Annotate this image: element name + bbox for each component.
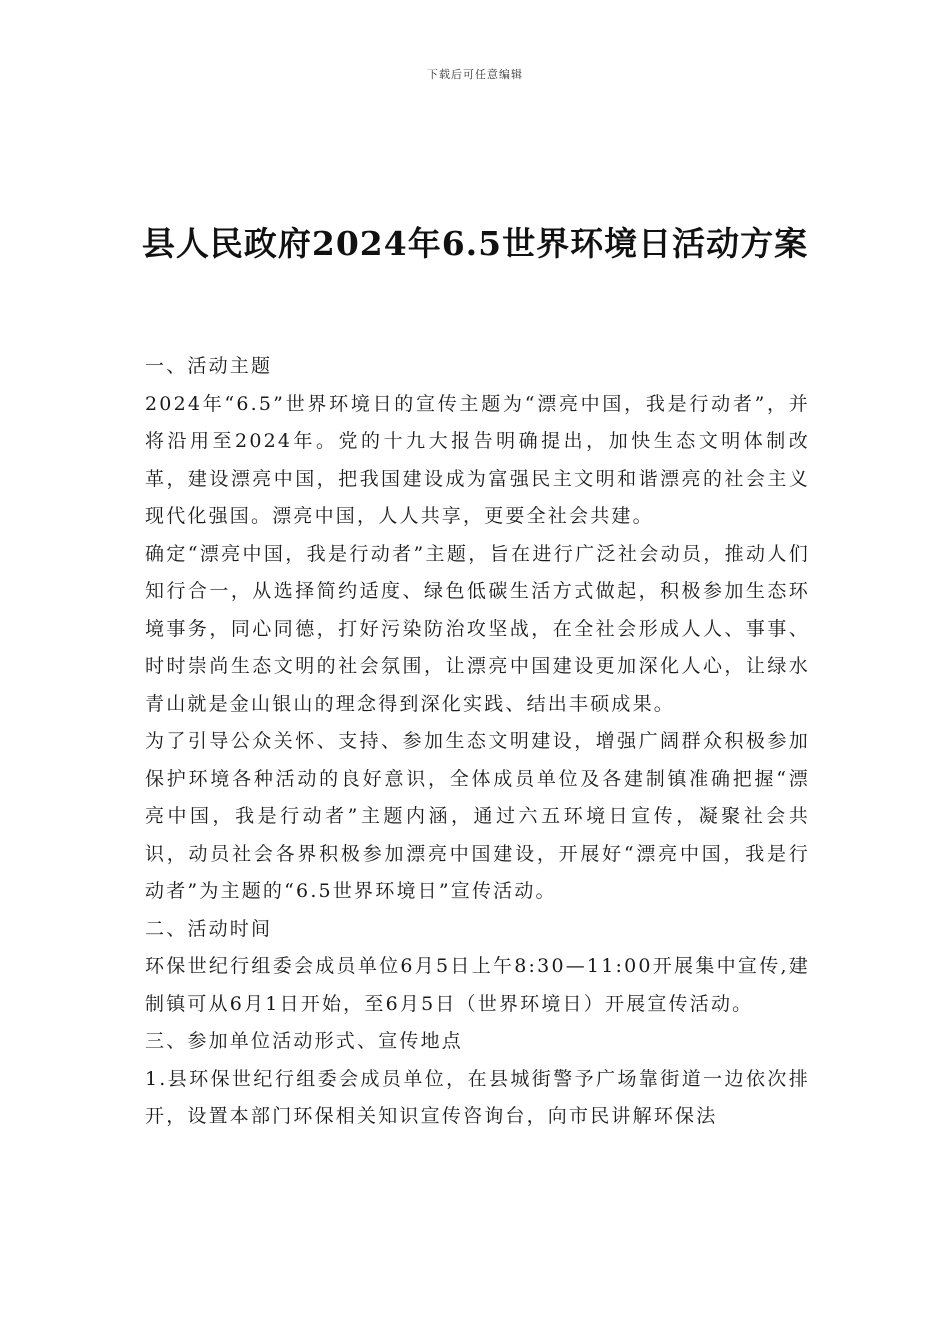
section-heading: 三、参加单位活动形式、宣传地点 — [145, 1030, 464, 1052]
paragraph: 确定“漂亮中国，我是行动者”主题，旨在进行广泛社会动员，推动人们知行合一，从选择简约适度、绿色低碳生活方式做起，积极参加生态环境事务，同心同德，打好污染防治攻坚战，在全社会形成人人、事事、时时崇尚生态文明的社会氛围，让漂亮中国建设更加深化人心，让绿水青山就是金山银山的理念得到深化实践、结出丰硕成果。 — [145, 542, 810, 715]
section-heading: 二、活动时间 — [145, 917, 273, 940]
paragraph: 环保世纪行组委会成员单位6月5日上午8:30—11:00开展集中宣传,建制镇可从6月1日开始，至6月5日（世界环境日）开展宣传活动。 — [145, 955, 810, 1015]
paragraph: 1.县环保世纪行组委会成员单位，在县城街警予广场靠街道一边依次排开，设置本部门环保相关知识宣传咨询台，向市民讲解环保法 — [145, 1067, 810, 1127]
document-title: 县人民政府2024年6.5世界环境日活动方案 — [141, 224, 809, 263]
header-note: 下载后可任意编辑 — [427, 68, 523, 81]
paragraph: 2024年“6.5”世界环境日的宣传主题为“漂亮中国，我是行动者”，并将沿用至2024年。党的十九大报告明确提出，加快生态文明体制改革，建设漂亮中国，把我国建设成为富强民主文明和谐漂亮的社会主义现代化强国。漂亮中国，人人共享，更要全社会共建。 — [145, 392, 810, 527]
document-body — [145, 348, 810, 1136]
section-heading: 一、活动主题 — [145, 355, 273, 377]
paragraph: 为了引导公众关怀、支持、参加生态文明建设，增强广阔群众积极参加保护环境各种活动的良好意识，全体成员单位及各建制镇准确把握“漂亮中国，我是行动者”主题内涵，通过六五环境日宣传，凝聚社会共识，动员社会各界积极参加漂亮中国建设，开展好“漂亮中国，我是行动者”为主题的“6.5世界环境日”宣传活动。 — [145, 730, 810, 902]
